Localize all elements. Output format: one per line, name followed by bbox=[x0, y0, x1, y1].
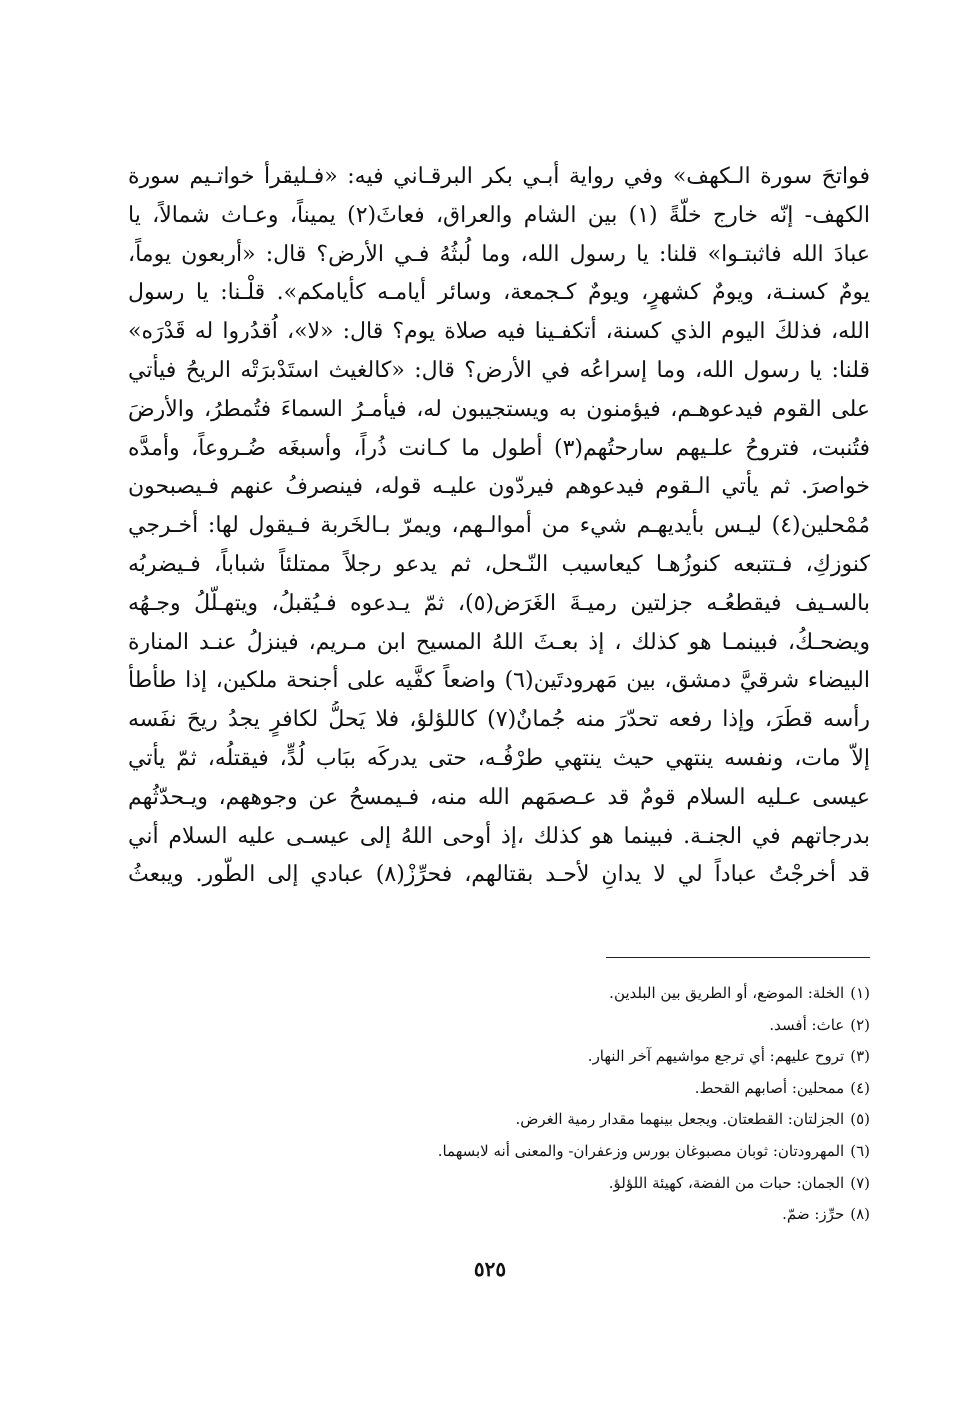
text-line: رأسه قطَرَ، وإذا رفعه تحدّرَ منه جُمانٌ(٧) كاللؤلؤ، فلا يَحلُّ لكافرٍ يجدُ ريحَ نفَسه bbox=[128, 707, 870, 733]
text-line: عبادَ الله فاثبتـوا» قلنا: يا رسول الله، وما لُبثُهُ فـي الأرض؟ قال: «أربعون يوماً، bbox=[128, 241, 870, 267]
text-line: عيسى عـليه السلام قومٌ قد عـصمَهم الله منه، فـيمسحُ عن وجوههم، ويـحدّثُهم bbox=[128, 784, 870, 810]
footnote-number: (٦) bbox=[850, 1141, 870, 1160]
footnote-text: الجمان: حبات من الفضة، كهيئة اللؤلؤ. bbox=[608, 1173, 845, 1192]
footnote-text: عاث: أفسد. bbox=[769, 1015, 845, 1034]
footnote-text: المهرودتان: ثوبان مصبوغان بورس وزعفران- والمعنى أنه لابسهما. bbox=[437, 1141, 845, 1160]
footnote-number: (٨) bbox=[850, 1205, 870, 1224]
footnote-item bbox=[170, 1199, 870, 1231]
footnote-number: (٣) bbox=[850, 1047, 870, 1066]
footnote-item bbox=[170, 1168, 870, 1200]
text-line: بدرجاتهم في الجنـة. فبينما هو كذلك ،إذ أوحى اللهُ إلى عيسـى عليه السلام أني bbox=[128, 823, 870, 849]
footnote-item bbox=[170, 978, 870, 1010]
footnote-item bbox=[170, 1104, 870, 1136]
footnote-number: (٥) bbox=[850, 1110, 870, 1129]
text-line: خواصرَ. ثم يأتي الـقوم فيدعوهم فيردّون عليـه قوله، فينصرفُ عنهم فـيصبحون bbox=[128, 474, 870, 500]
footnote-number: (٢) bbox=[850, 1015, 870, 1034]
footnote-item bbox=[170, 1010, 870, 1042]
footnote-text: حرِّز: ضمّ. bbox=[782, 1205, 845, 1224]
text-line: إلاّ مات، ونفسه ينتهي حيث ينتهي طرْفُـه، حتى يدركَه ببَاب لُدٍّ، فيقتلُه، ثمّ يأتي bbox=[128, 745, 870, 771]
text-line: البيضاء شرقيَّ دمشق، بين مَهرودتَين(٦) واضعاً كفَّيه على أجنحة ملكين، إذا طأطأ bbox=[128, 668, 870, 694]
footnote-item bbox=[170, 1073, 870, 1105]
footnote-number: (٧) bbox=[850, 1173, 870, 1192]
text-line: كنوزكِ، فـتتبعه كنوزُهـا كيعاسيب النّـحل، ثم يدعو رجلاً ممتلئاً شباباً، فـيضربُه bbox=[128, 551, 870, 577]
text-line: يومٌ كسنـة، ويومٌ كشهرٍ، ويومٌ كـجمعة، وسائر أيامـه كأيامكم». قلْـنا: يا رسول bbox=[128, 280, 870, 306]
text-line: الله، فذلكَ اليوم الذي كسنة، أتكفـينا فيه صلاة يوم؟ قال: «لا»، اُقدُروا له قَدْرَه» bbox=[128, 319, 870, 345]
footnote-number: (٤) bbox=[850, 1078, 870, 1097]
text-line: قد أخرجْتُ عباداً لي لا يدانِ لأحـد بقتالهم، فحرِّزْ(٨) عبادي إلى الطّور. ويبعثُ bbox=[128, 862, 870, 888]
footnote-text: تروح عليهم: أي ترجع مواشيهم آخر النهار. bbox=[587, 1047, 845, 1066]
text-line: قلنا: يا رسول الله، وما إسراعُه في الأرض؟ قال: «كالغيث استَدْبرَتْه الريحُ فيأتي bbox=[128, 357, 870, 383]
footnote-item bbox=[170, 1041, 870, 1073]
text-line: الكهف- إنّه خارج خلّةً (١) بين الشام والعراق، فعاثَ(٢) يميناً، وعـاث شمالاً، يا bbox=[128, 202, 870, 228]
footnote-text: الخلة: الموضع، أو الطريق بين البلدين. bbox=[609, 984, 845, 1002]
footnote-text: ممحلين: أصابهم القحط. bbox=[694, 1078, 845, 1097]
footnote-item bbox=[170, 1136, 870, 1168]
footnotes-list bbox=[170, 978, 870, 1231]
footnote-divider bbox=[606, 957, 870, 958]
footnote-text: الجزلتان: القطعتان. ويجعل بينهما مقدار رمية الغرض. bbox=[515, 1110, 845, 1129]
footnote-number: (١) bbox=[850, 984, 870, 1002]
text-line: ويضحـكُ، فبينمـا هو كذلك ، إذ بعـثَ اللهُ المسيح ابن مـريم، فينزلُ عنـد المنارة bbox=[128, 629, 870, 655]
page-number: ٥٢٥ bbox=[473, 1257, 507, 1281]
text-line: على القوم فيدعوهـم، فيؤمنون به ويستجيبون له، فيأمـرُ السماءَ فتُمطرُ، والأرضَ bbox=[128, 396, 870, 422]
text-line: فواتحَ سورة الـكهف» وفي رواية أبـي بكر البرقـاني فيه: «فـليقرأ خواتـيم سورة bbox=[128, 164, 870, 189]
main-text-block bbox=[128, 158, 870, 895]
text-line: بالسـيف فيقطعُـه جزلتين رميـةَ الغَرَض(٥)، ثمّ يـدعوه فـيُقبلُ، ويتهـلّلُ وجـهُه bbox=[128, 590, 870, 616]
text-line: فتُنبت، فتروحُ علـيهم سارحتُهم(٣) أطول ما كـانت ذُراً، وأسبغَه ضُـروعاً، وأمدَّه bbox=[128, 435, 870, 461]
text-line: مُمْحلين(٤) ليـس بأيديهـم شيء من أموالـهم، ويمرّ بـالخَربة فـيقول لها: أخـرجي bbox=[128, 513, 870, 539]
